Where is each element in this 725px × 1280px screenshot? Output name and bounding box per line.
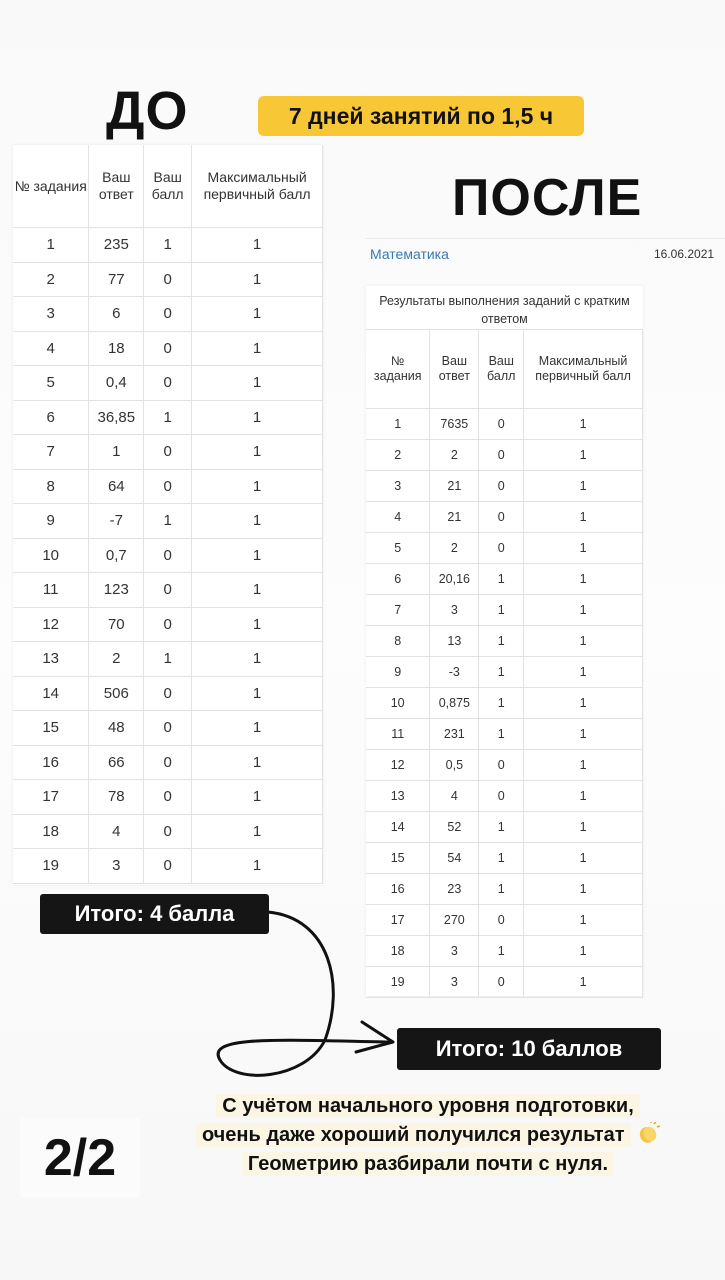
table-row [366,657,643,688]
task-number: 15 [366,843,430,874]
answer-value: 0,4 [89,366,144,401]
task-number: 14 [13,676,89,711]
comment-text [138,1092,718,1179]
task-number: 11 [13,573,89,608]
score-value: 0 [144,676,192,711]
table-row [13,469,323,504]
table-row [366,533,643,564]
divider [365,238,725,239]
answer-value: 506 [89,676,144,711]
answer-value: 0,875 [430,688,479,719]
max-score-value: 1 [192,400,323,435]
answer-value: 21 [430,502,479,533]
max-score-value: 1 [192,435,323,470]
table-row [13,228,323,263]
score-value: 0 [144,814,192,849]
max-score-value: 1 [192,676,323,711]
table-row [366,812,643,843]
table-row [366,967,643,998]
answer-value: 0,5 [430,750,479,781]
max-score-value: 1 [524,564,643,595]
exam-date: 16.06.2021 [654,247,715,261]
answer-value: 0,7 [89,538,144,573]
score-value: 0 [479,905,524,936]
task-number: 9 [13,504,89,539]
answer-value: 20,16 [430,564,479,595]
score-value: 1 [144,400,192,435]
score-value: 1 [479,626,524,657]
col-header-score: Ваш балл [144,145,192,228]
answer-value: 77 [89,262,144,297]
table-row [13,780,323,815]
score-value: 0 [479,471,524,502]
task-number: 12 [13,607,89,642]
score-value: 0 [144,297,192,332]
answer-value: 6 [89,297,144,332]
total-before-label: Итого: 4 балла [40,894,269,934]
max-score-value: 1 [524,967,643,998]
table-row [366,409,643,440]
task-number: 8 [13,469,89,504]
score-value: 1 [479,657,524,688]
col-header-task: № задания [13,145,89,228]
task-number: 18 [366,936,430,967]
answer-value: 1 [89,435,144,470]
score-value: 0 [144,711,192,746]
table-header-row [366,330,643,409]
task-number: 17 [13,780,89,815]
task-number: 19 [13,849,89,884]
table-row [13,676,323,711]
subject-link[interactable]: Математика [370,246,449,262]
answer-value: 66 [89,745,144,780]
answer-value: 2 [430,533,479,564]
heading-before: ДО [106,81,189,141]
table-row [366,905,643,936]
clapping-hands-icon [636,1122,660,1144]
table-row [13,573,323,608]
table-row [366,688,643,719]
score-value: 1 [479,564,524,595]
score-value: 0 [479,409,524,440]
task-number: 11 [366,719,430,750]
task-number: 1 [366,409,430,440]
max-score-value: 1 [524,595,643,626]
score-value: 1 [479,843,524,874]
max-score-value: 1 [192,504,323,539]
col-header-max: Максимальный первичный балл [524,330,643,409]
task-number: 5 [13,366,89,401]
score-value: 0 [144,573,192,608]
max-score-value: 1 [192,607,323,642]
results-table-before [13,145,323,885]
task-number: 3 [366,471,430,502]
answer-value: 78 [89,780,144,815]
task-number: 16 [366,874,430,905]
task-number: 9 [366,657,430,688]
task-number: 14 [366,812,430,843]
comment-line: очень даже хороший получился результат [138,1121,718,1150]
answer-value: -3 [430,657,479,688]
max-score-value: 1 [192,814,323,849]
table-row [366,626,643,657]
table-row [13,814,323,849]
table-row [366,564,643,595]
task-number: 15 [13,711,89,746]
table-row [13,538,323,573]
max-score-value: 1 [524,626,643,657]
answer-value: 3 [430,967,479,998]
task-number: 4 [366,502,430,533]
score-value: 1 [144,504,192,539]
task-number: 7 [13,435,89,470]
table-row [13,297,323,332]
table-row [366,936,643,967]
table-row [13,366,323,401]
answer-value: 7635 [430,409,479,440]
score-value: 1 [144,642,192,677]
score-value: 0 [144,262,192,297]
table-row [13,435,323,470]
max-score-value: 1 [192,849,323,884]
table-row [366,471,643,502]
score-value: 0 [144,780,192,815]
table-row [366,843,643,874]
results-table-after [366,286,643,996]
table-row [13,607,323,642]
answer-value: 48 [89,711,144,746]
answer-value: 13 [430,626,479,657]
task-number: 19 [366,967,430,998]
max-score-value: 1 [192,366,323,401]
answer-value: 3 [89,849,144,884]
table-row [13,331,323,366]
task-number: 6 [13,400,89,435]
table-row [13,711,323,746]
total-after-label: Итого: 10 баллов [397,1028,661,1070]
table-row [366,595,643,626]
max-score-value: 1 [524,936,643,967]
table-row [366,502,643,533]
score-value: 1 [479,595,524,626]
answer-value: 270 [430,905,479,936]
task-number: 8 [366,626,430,657]
table-row [13,642,323,677]
max-score-value: 1 [524,812,643,843]
table-row [366,719,643,750]
table-header-row [13,145,323,228]
max-score-value: 1 [524,750,643,781]
table-row [13,504,323,539]
table-row [366,874,643,905]
answer-value: 2 [89,642,144,677]
answer-value: 2 [430,440,479,471]
max-score-value: 1 [192,228,323,263]
max-score-value: 1 [524,688,643,719]
task-number: 6 [366,564,430,595]
col-header-max: Максимальный первичный балл [192,145,323,228]
answer-value: 3 [430,595,479,626]
table-row [366,781,643,812]
task-number: 16 [13,745,89,780]
table-row [366,440,643,471]
score-value: 0 [144,331,192,366]
comment-line: С учётом начального уровня подготовки, [138,1092,718,1121]
answer-value: 23 [430,874,479,905]
task-number: 12 [366,750,430,781]
answer-value: 36,85 [89,400,144,435]
max-score-value: 1 [192,642,323,677]
answer-value: 64 [89,469,144,504]
task-number: 3 [13,297,89,332]
answer-value: 70 [89,607,144,642]
max-score-value: 1 [524,502,643,533]
answer-value: 3 [430,936,479,967]
max-score-value: 1 [192,262,323,297]
score-value: 0 [479,967,524,998]
task-number: 10 [13,538,89,573]
answer-value: 52 [430,812,479,843]
answer-value: 235 [89,228,144,263]
score-value: 0 [144,366,192,401]
answer-value: -7 [89,504,144,539]
max-score-value: 1 [192,331,323,366]
task-number: 2 [13,262,89,297]
task-number: 10 [366,688,430,719]
max-score-value: 1 [524,657,643,688]
score-value: 0 [144,745,192,780]
score-value: 0 [479,502,524,533]
answer-value: 21 [430,471,479,502]
answer-value: 4 [89,814,144,849]
score-value: 0 [479,440,524,471]
score-value: 0 [144,849,192,884]
score-value: 0 [144,435,192,470]
task-number: 2 [366,440,430,471]
score-value: 1 [144,228,192,263]
score-value: 0 [144,538,192,573]
score-value: 1 [479,936,524,967]
max-score-value: 1 [524,533,643,564]
max-score-value: 1 [524,409,643,440]
answer-value: 18 [89,331,144,366]
task-number: 18 [13,814,89,849]
task-number: 1 [13,228,89,263]
max-score-value: 1 [192,538,323,573]
max-score-value: 1 [524,874,643,905]
max-score-value: 1 [192,573,323,608]
score-value: 1 [479,688,524,719]
max-score-value: 1 [192,780,323,815]
table-row [13,745,323,780]
score-value: 0 [479,781,524,812]
table-row [13,849,323,884]
max-score-value: 1 [524,781,643,812]
task-number: 7 [366,595,430,626]
task-number: 13 [13,642,89,677]
col-header-answer: Ваш ответ [89,145,144,228]
score-value: 1 [479,719,524,750]
heading-after: ПОСЛЕ [452,169,643,227]
max-score-value: 1 [192,711,323,746]
score-value: 1 [479,812,524,843]
score-value: 1 [479,874,524,905]
score-value: 0 [144,607,192,642]
max-score-value: 1 [524,471,643,502]
col-header-score: Ваш балл [479,330,524,409]
score-value: 0 [479,533,524,564]
col-header-task: № задания [366,330,430,409]
task-number: 13 [366,781,430,812]
table-row [13,400,323,435]
score-value: 0 [479,750,524,781]
table-row [13,262,323,297]
max-score-value: 1 [192,469,323,504]
max-score-value: 1 [524,719,643,750]
max-score-value: 1 [524,440,643,471]
task-number: 17 [366,905,430,936]
task-number: 4 [13,331,89,366]
score-value: 0 [144,469,192,504]
max-score-value: 1 [192,745,323,780]
page-indicator: 2/2 [20,1118,140,1198]
task-number: 5 [366,533,430,564]
answer-value: 231 [430,719,479,750]
answer-value: 123 [89,573,144,608]
col-header-answer: Ваш ответ [430,330,479,409]
comment-line: Геометрию разбирали почти с нуля. [138,1150,718,1179]
duration-tag: 7 дней занятий по 1,5 ч [258,96,584,136]
answer-value: 54 [430,843,479,874]
max-score-value: 1 [192,297,323,332]
max-score-value: 1 [524,905,643,936]
max-score-value: 1 [524,843,643,874]
answer-value: 4 [430,781,479,812]
table-row [366,750,643,781]
table-caption: Результаты выполнения заданий с кратким ответом [366,286,643,330]
